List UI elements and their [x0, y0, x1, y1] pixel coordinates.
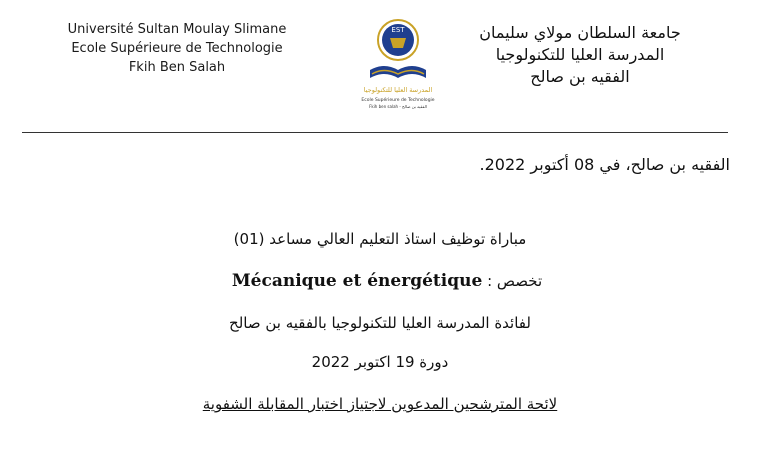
city-name-fr: Fkih Ben Salah [128, 60, 226, 75]
specialty-line [150, 271, 610, 291]
specialty-label: تخصص : [487, 272, 543, 290]
logo-arabic-text: المدرسة العليا للتكنولوجيا [363, 86, 433, 94]
university-name-ar: جامعة السلطان مولاي سليمان [479, 23, 681, 42]
school-name-fr: Ecole Supérieure de Technologie [71, 41, 283, 56]
header-left-institution [42, 20, 312, 77]
logo-latin-text: Ecole Supérieure de Technologie [361, 98, 435, 103]
university-name-fr: Université Sultan Moulay Slimane [67, 22, 287, 37]
header-divider [22, 132, 728, 133]
date-line: الفقيه بن صالح، في 08 أكتوبر 2022. [479, 155, 730, 174]
logo-small-text: Fkih ben salah - الفقيه بن صالح [369, 104, 427, 109]
header-right-institution [450, 22, 710, 88]
school-name-ar: المدرسة العليا للتكنولوجيا [495, 45, 665, 64]
school-logo [350, 12, 446, 118]
logo-badge-text: EST [391, 26, 405, 34]
city-name-ar: الفقيه بن صالح [530, 67, 630, 86]
candidates-list-title: لائحة المترشحين المدعوين لاجتياز اختبار المقابلة الشفوية [202, 395, 558, 413]
specialty-value: Mécanique et énergétique [231, 271, 483, 291]
session-line: دورة 19 اكتوبر 2022 [311, 353, 449, 371]
beneficiary-line: لفائدة المدرسة العليا للتكنولوجيا بالفقيه بن صالح [229, 314, 531, 332]
competition-title: مباراة توظيف استاذ التعليم العالي مساعد (01) [233, 230, 527, 248]
